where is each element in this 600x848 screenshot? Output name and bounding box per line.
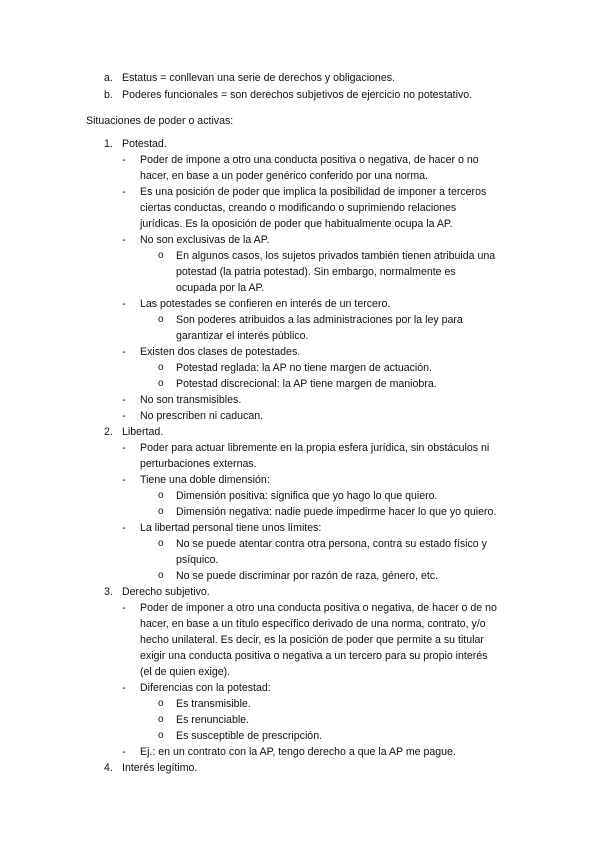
- item-title-interes-legitimo: Interés legítimo.: [122, 762, 198, 774]
- potestad-poderes-atribuidos-line-1: Son poderes atribuidos a las administraciones por la ley para: [176, 314, 463, 326]
- dash-bullet: -: [122, 474, 126, 486]
- dash-bullet: -: [122, 410, 126, 422]
- sub-bullet: o: [158, 362, 164, 373]
- item-title-potestad: Potestad.: [122, 138, 167, 150]
- list-item-estatus: Estatus = conllevan una serie de derechos y obligaciones.: [122, 72, 395, 84]
- dash-bullet: -: [122, 746, 126, 758]
- item-title-derecho-subjetivo: Derecho subjetivo.: [122, 586, 210, 598]
- potestad-sujetos-privados-line-2: potestad (la patria potestad). Sin embargo, normalmente es: [176, 266, 456, 278]
- libertad-no-atentar-line-1: No se puede atentar contra otra persona, contra su estado físico y: [176, 538, 487, 550]
- potestad-no-exclusivas: No son exclusivas de la AP.: [140, 234, 270, 246]
- section-heading: Situaciones de poder o activas:: [86, 115, 234, 127]
- list-item-poderes-funcionales: Poderes funcionales = son derechos subjetivos de ejercicio no potestativo.: [122, 89, 473, 101]
- sub-bullet: o: [158, 314, 164, 325]
- sub-bullet: o: [158, 538, 164, 549]
- dash-bullet: -: [122, 394, 126, 406]
- item-number-4: 4.: [104, 762, 113, 774]
- potestad-sujetos-privados-line-3: ocupada por la AP.: [176, 282, 265, 294]
- derecho-ejemplo: Ej.: en un contrato con la AP, tengo derecho a que la AP me pague.: [140, 746, 456, 758]
- libertad-dimension-positiva: Dimensión positiva: significa que yo hago lo que quiero.: [176, 490, 438, 502]
- dash-bullet: -: [122, 234, 126, 246]
- potestad-dos-clases: Existen dos clases de potestades.: [140, 346, 301, 358]
- potestad-posicion-line-1: Es una posición de poder que implica la posibilidad de imponer a terceros: [140, 186, 487, 198]
- potestad-definition-line-1: Poder de impone a otro una conducta positiva o negativa, de hacer o no: [140, 154, 479, 166]
- derecho-definition-line-2: hacer, en base a un título específico derivado de una norma, contrato, y/o: [140, 618, 486, 630]
- potestad-poderes-atribuidos-line-2: garantizar el interés público.: [176, 330, 309, 342]
- potestad-no-transmisibles: No son transmisibles.: [140, 394, 242, 406]
- libertad-no-discriminar: No se puede discriminar por razón de raza, género, etc.: [176, 570, 439, 582]
- derecho-diferencias: Diferencias con la potestad:: [140, 682, 271, 694]
- dash-bullet: -: [122, 154, 126, 166]
- dash-bullet: -: [122, 186, 126, 198]
- potestad-discrecional: Potestad discrecional: la AP tiene margen de maniobra.: [176, 378, 437, 390]
- dash-bullet: -: [122, 522, 126, 534]
- libertad-definition-line-1: Poder para actuar libremente en la propia esfera jurídica, sin obstáculos ni: [140, 442, 490, 454]
- potestad-definition-line-2: hacer, en base a un poder genérico conferido por una norma.: [140, 170, 428, 182]
- list-marker-a: a.: [104, 72, 113, 84]
- libertad-definition-line-2: perturbaciones externas.: [140, 458, 257, 470]
- potestad-interes-tercero: Las potestades se confieren en interés de un tercero.: [140, 298, 391, 310]
- derecho-prescripcion: Es susceptible de prescripción.: [176, 730, 323, 742]
- sub-bullet: o: [158, 730, 164, 741]
- sub-bullet: o: [158, 506, 164, 517]
- item-number-2: 2.: [104, 426, 113, 438]
- sub-bullet: o: [158, 490, 164, 501]
- dash-bullet: -: [122, 298, 126, 310]
- item-number-3: 3.: [104, 586, 113, 598]
- item-number-1: 1.: [104, 138, 113, 150]
- libertad-no-atentar-line-2: psíquico.: [176, 554, 219, 566]
- item-title-libertad: Libertad.: [122, 426, 164, 438]
- dash-bullet: -: [122, 442, 126, 454]
- potestad-sujetos-privados-line-1: En algunos casos, los sujetos privados también tienen atribuida una: [176, 250, 496, 262]
- derecho-definition-line-4: exigir una conducta positiva o negativa a un tercero para su propio interés: [140, 650, 488, 662]
- potestad-no-prescriben: No prescriben ni caducan.: [140, 410, 264, 422]
- sub-bullet: o: [158, 378, 164, 389]
- potestad-posicion-line-2: ciertas conductas, creando o modificando o suprimiendo relaciones: [140, 202, 457, 214]
- derecho-definition-line-3: hecho unilateral. Es decir, es la posición de poder que permite a su titular: [140, 634, 484, 646]
- libertad-dimension-negativa: Dimensión negativa: nadie puede impedirme hacer lo que yo quiero.: [176, 506, 497, 518]
- sub-bullet: o: [158, 714, 164, 725]
- derecho-definition-line-5: (el de quien exige).: [140, 666, 231, 678]
- libertad-doble-dimension: Tiene una doble dimensión:: [140, 474, 270, 486]
- list-marker-b: b.: [104, 89, 113, 101]
- dash-bullet: -: [122, 602, 126, 614]
- libertad-limites: La libertad personal tiene unos límites:: [140, 522, 322, 534]
- sub-bullet: o: [158, 250, 164, 261]
- potestad-reglada: Potestad reglada: la AP no tiene margen de actuación.: [176, 362, 432, 374]
- sub-bullet: o: [158, 698, 164, 709]
- potestad-posicion-line-3: jurídicas. Es la oposición de poder que habitualmente ocupa la AP.: [140, 218, 453, 230]
- derecho-definition-line-1: Poder de imponer a otro una conducta positiva o negativa, de hacer o de no: [140, 602, 497, 614]
- dash-bullet: -: [122, 682, 126, 694]
- dash-bullet: -: [122, 346, 126, 358]
- derecho-transmisible: Es transmisible.: [176, 698, 251, 710]
- sub-bullet: o: [158, 570, 164, 581]
- derecho-renunciable: Es renunciable.: [176, 714, 250, 726]
